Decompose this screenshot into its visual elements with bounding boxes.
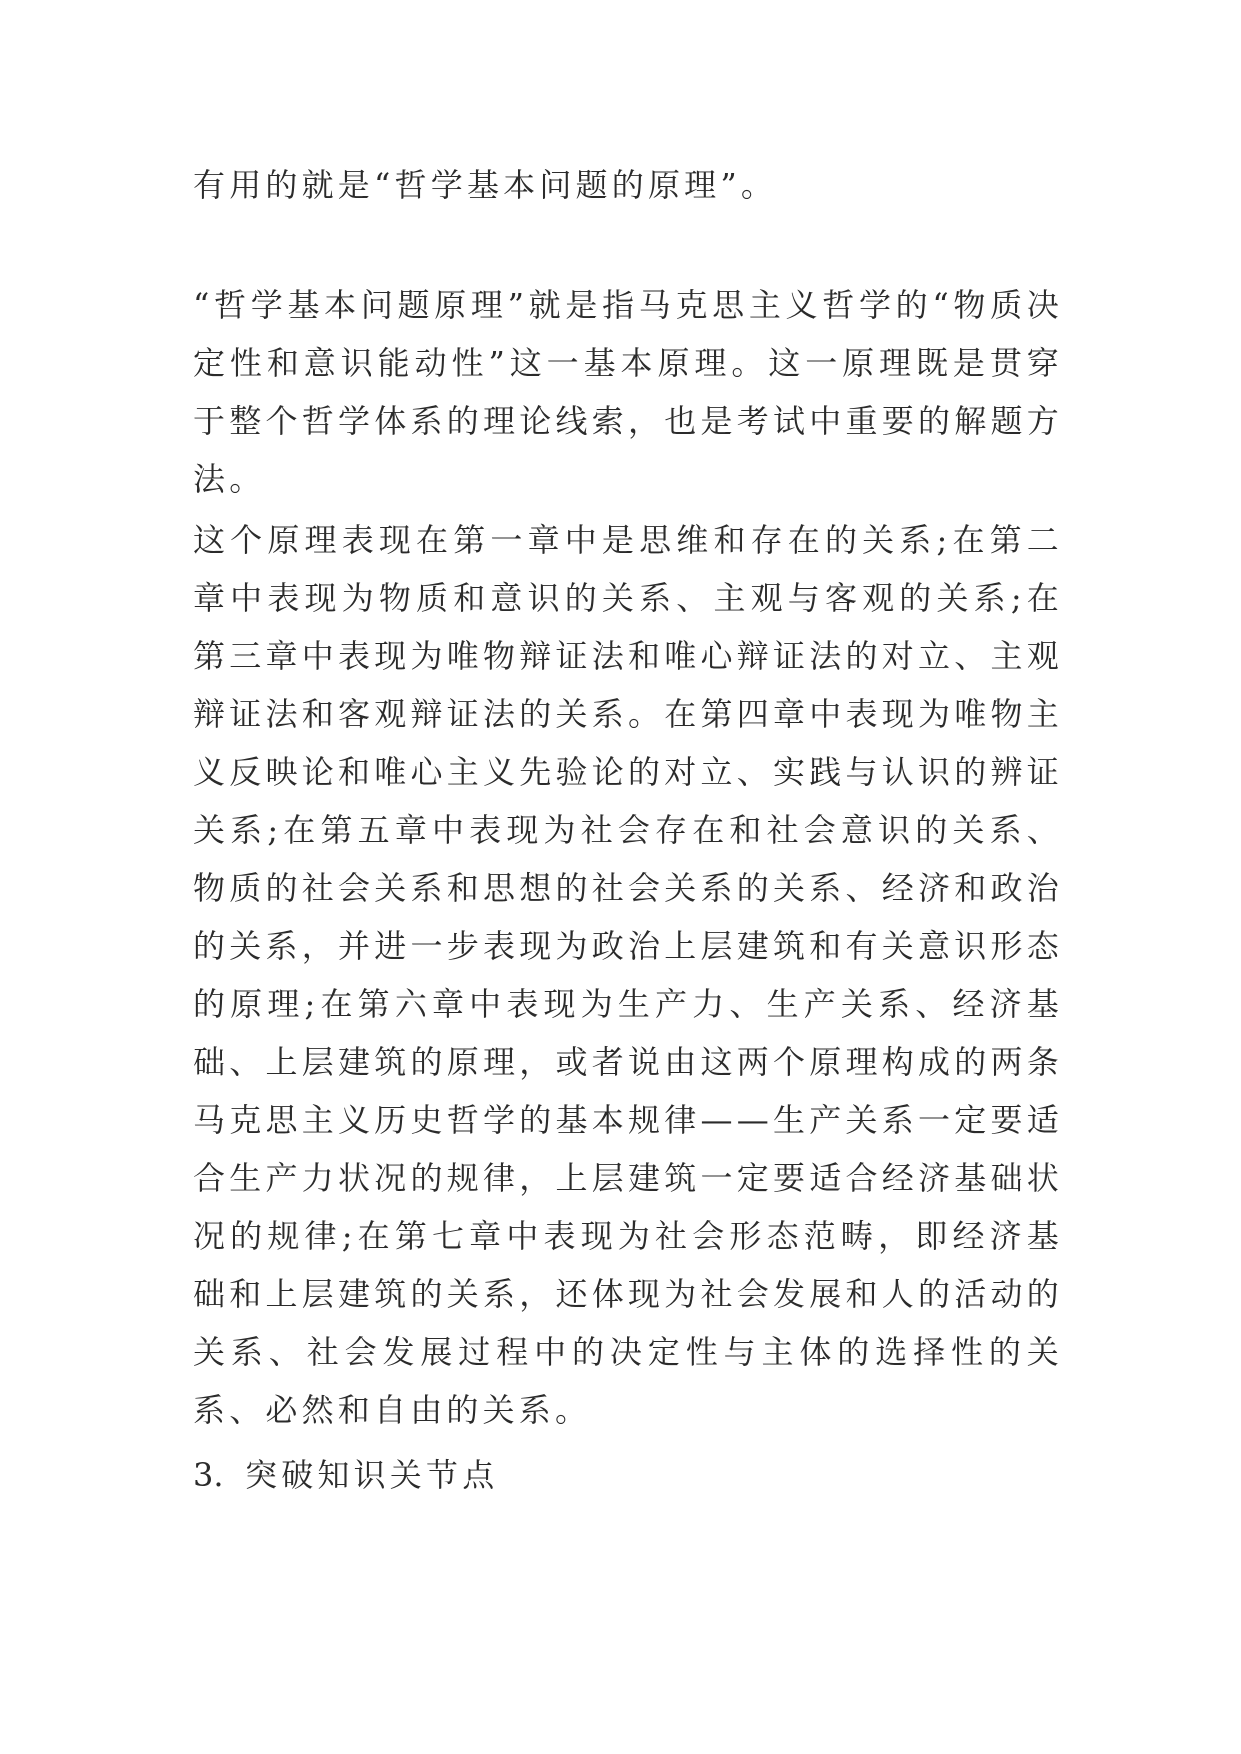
section-heading-text: 突破知识关节点 bbox=[245, 1456, 499, 1494]
section-heading bbox=[193, 1446, 1063, 1504]
paragraph-principle-chapters: 这个原理表现在第一章中是思维和存在的关系;在第二章中表现为物质和意识的关系、主观与客观的关系;在第三章中表现为唯物辩证法和唯心辩证法的对立、主观辩证法和客观辩证法的关系。在第四章中表现为唯物主义反映论和唯心主义先验论的对立、实践与认识的辨证关系;在第五章中表现为社会存在和社会意识的关系、物质的社会关系和思想的社会关系的关系、经济和政治的关系，并进一步表现为政治上层建筑和有关意识形态的原理;在第六章中表现为生产力、生产关系、经济基础、上层建筑的原理，或者说由这两个原理构成的两条马克思主义历史哲学的基本规律——生产关系一定要适合生产力状况的规律，上层建筑一定要适合经济基础状况的规律;在第七章中表现为社会形态范畴，即经济基础和上层建筑的关系，还体现为社会发展和人的活动的关系、社会发展过程中的决定性与主体的选择性的关系、必然和自由的关系。 bbox=[193, 521, 1063, 1429]
paragraph-principle-definition: “哲学基本问题原理”就是指马克思主义哲学的“物质决定性和意识能动性”这一基本原理。这一原理既是贯穿于整个哲学体系的理论线索，也是考试中重要的解题方法。 bbox=[193, 286, 1063, 498]
section-heading-number: 3. bbox=[193, 1456, 224, 1494]
paragraph-intro: 有用的就是“哲学基本问题的原理”。 bbox=[193, 166, 778, 204]
